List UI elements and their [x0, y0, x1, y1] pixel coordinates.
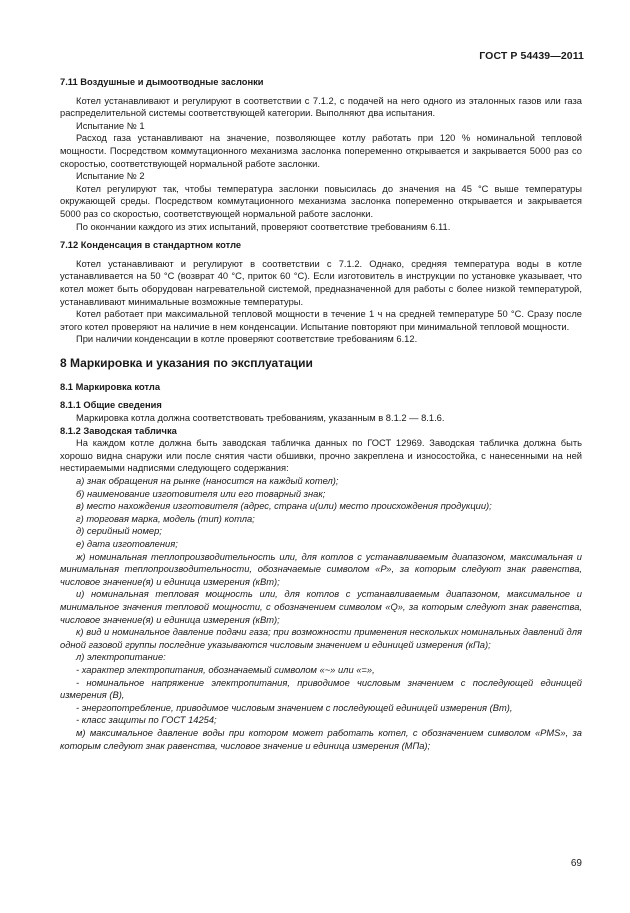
list-item: б) наименование изготовителя или его товарный знак;	[76, 488, 326, 499]
list-item: в) место нахождения изготовителя (адрес, страна и(или) место происхождения продукции);	[76, 501, 492, 512]
paragraph: Маркировка котла должна соответствовать требованиям, указанным в 8.1.2 — 8.1.6.	[76, 413, 445, 424]
section-7-12-title: 7.12 Конденсация в стандартном котле	[60, 240, 242, 251]
list-item: д) серийный номер;	[76, 526, 162, 537]
section-8-title: 8 Маркировка и указания по эксплуатации	[60, 355, 313, 370]
section-8-1-1-title: 8.1.1 Общие сведения	[60, 400, 162, 411]
page-number: 69	[570, 858, 582, 869]
list-item: - класс защиты по ГОСТ 14254;	[76, 715, 217, 726]
list-item: л) электропитание:	[76, 652, 166, 663]
document-body	[60, 76, 582, 752]
list-item: - энергопотребление, приводимое числовым значением с последующей единицей измерения (Вт),	[76, 702, 513, 713]
paragraph: Котел регулируют так, чтобы температура заслонки повысилась до значения на 45 °С выше температуры окружающей среды. Посредством коммутационного механизма заслонка попеременно открывается и закрывается 5000 раз со скоростью, соответствующей нормальной работе заслонки.	[60, 183, 582, 219]
list-item: е) дата изготовления;	[76, 539, 178, 549]
list-item: к) вид и номинальное давление подачи газа; при возможности применения нескольких номинальных давлений для одной газовой группы последние указываются числовым значением и единицей измерения (кПа);	[60, 627, 582, 650]
paragraph: По окончании каждого из этих испытаний, проверяют соответствие требованиям 6.11.	[76, 221, 451, 232]
section-8-1-title: 8.1 Маркировка котла	[60, 381, 161, 392]
list-item: м) максимальное давление воды при котором может работать котел, с обозначением символом «PMS», за которым следуют знак равенства, числовое значение и единица измерения (МПа);	[60, 727, 582, 751]
test-label: Испытание № 2	[76, 171, 145, 182]
list-item: ж) номинальная теплопроизводительность или, для котлов с устанавливаемым диапазоном, максимальная и минимальная теплопроизводительности, обозначаемые символом «Р», за которым следуют знак равенства, числовое значение(я) и единица измерения (кВт);	[60, 551, 582, 587]
paragraph: На каждом котле должна быть заводская табличка данных по ГОСТ 12969. Заводская табличка должна быть хорошо видна снаружи или после снятия части обшивки, прочно закреплена и износостойка, с нанесенными на ней нестираемыми надписями следующего содержания:	[60, 438, 582, 474]
list-item: а) знак обращения на рынке (наносится на каждый котел);	[76, 476, 339, 487]
paragraph: Котел устанавливают и регулируют в соответствии с 7.1.2, с подачей на него одного из эталонных газов или газа распределительной системы соответствующей категории. Выполняют два испытания.	[60, 95, 582, 119]
list-item: - номинальное напряжение электропитания, приводимое числовым значением с последующей единицей измерения (В),	[60, 677, 582, 701]
test-label: Испытание № 1	[76, 120, 145, 131]
section-8-1-2-title: 8.1.2 Заводская табличка	[60, 425, 177, 436]
paragraph: Котел работает при максимальной тепловой мощности в течение 1 ч на средней температуре 50 °С. Сразу после этого котел проверяют на наличие в нем конденсации. Испытание повторяют при минимальной тепловой мощности.	[60, 309, 582, 332]
paragraph: При наличии конденсации в котле проверяют соответствие требованиям 6.12.	[76, 334, 418, 345]
list-item: - характер электропитания, обозначаемый символом «~» или «=»,	[76, 664, 375, 675]
section-7-11-title: 7.11 Воздушные и дымоотводные заслонки	[60, 77, 264, 87]
paragraph: Котел устанавливают и регулируют в соответствии с 7.1.2. Однако, средняя температура воды в котле устанавливается на 50 °С (возврат 40 °С, приток 60 °С). Если изготовитель в инструкции по установке указывает, что котел может быть оборудован нагревательной системой, предназначенной для работы с более низкой температурой, устанавливают минимальные возможные температуры.	[60, 258, 582, 307]
list-item: и) номинальная тепловая мощность или, для котлов с устанавливаемым диапазоном, максимальное и минимальное значения тепловой мощности, с обозначением символом «Q», за которым следуют знак равенства, числовое значение(я) и единица измерения (кВт);	[60, 589, 582, 625]
paragraph: Расход газа устанавливают на значение, позволяющее котлу работать при 120 % номинальной тепловой мощности. Посредством коммутационного механизма заслонка попеременно открывается и закрывается 5000 раз со скоростью, соответствующей нормальной работе заслонки.	[60, 133, 582, 169]
list-item: г) торговая марка, модель (тип) котла;	[76, 513, 255, 524]
page-header-standard: ГОСТ Р 54439—2011	[479, 50, 584, 62]
